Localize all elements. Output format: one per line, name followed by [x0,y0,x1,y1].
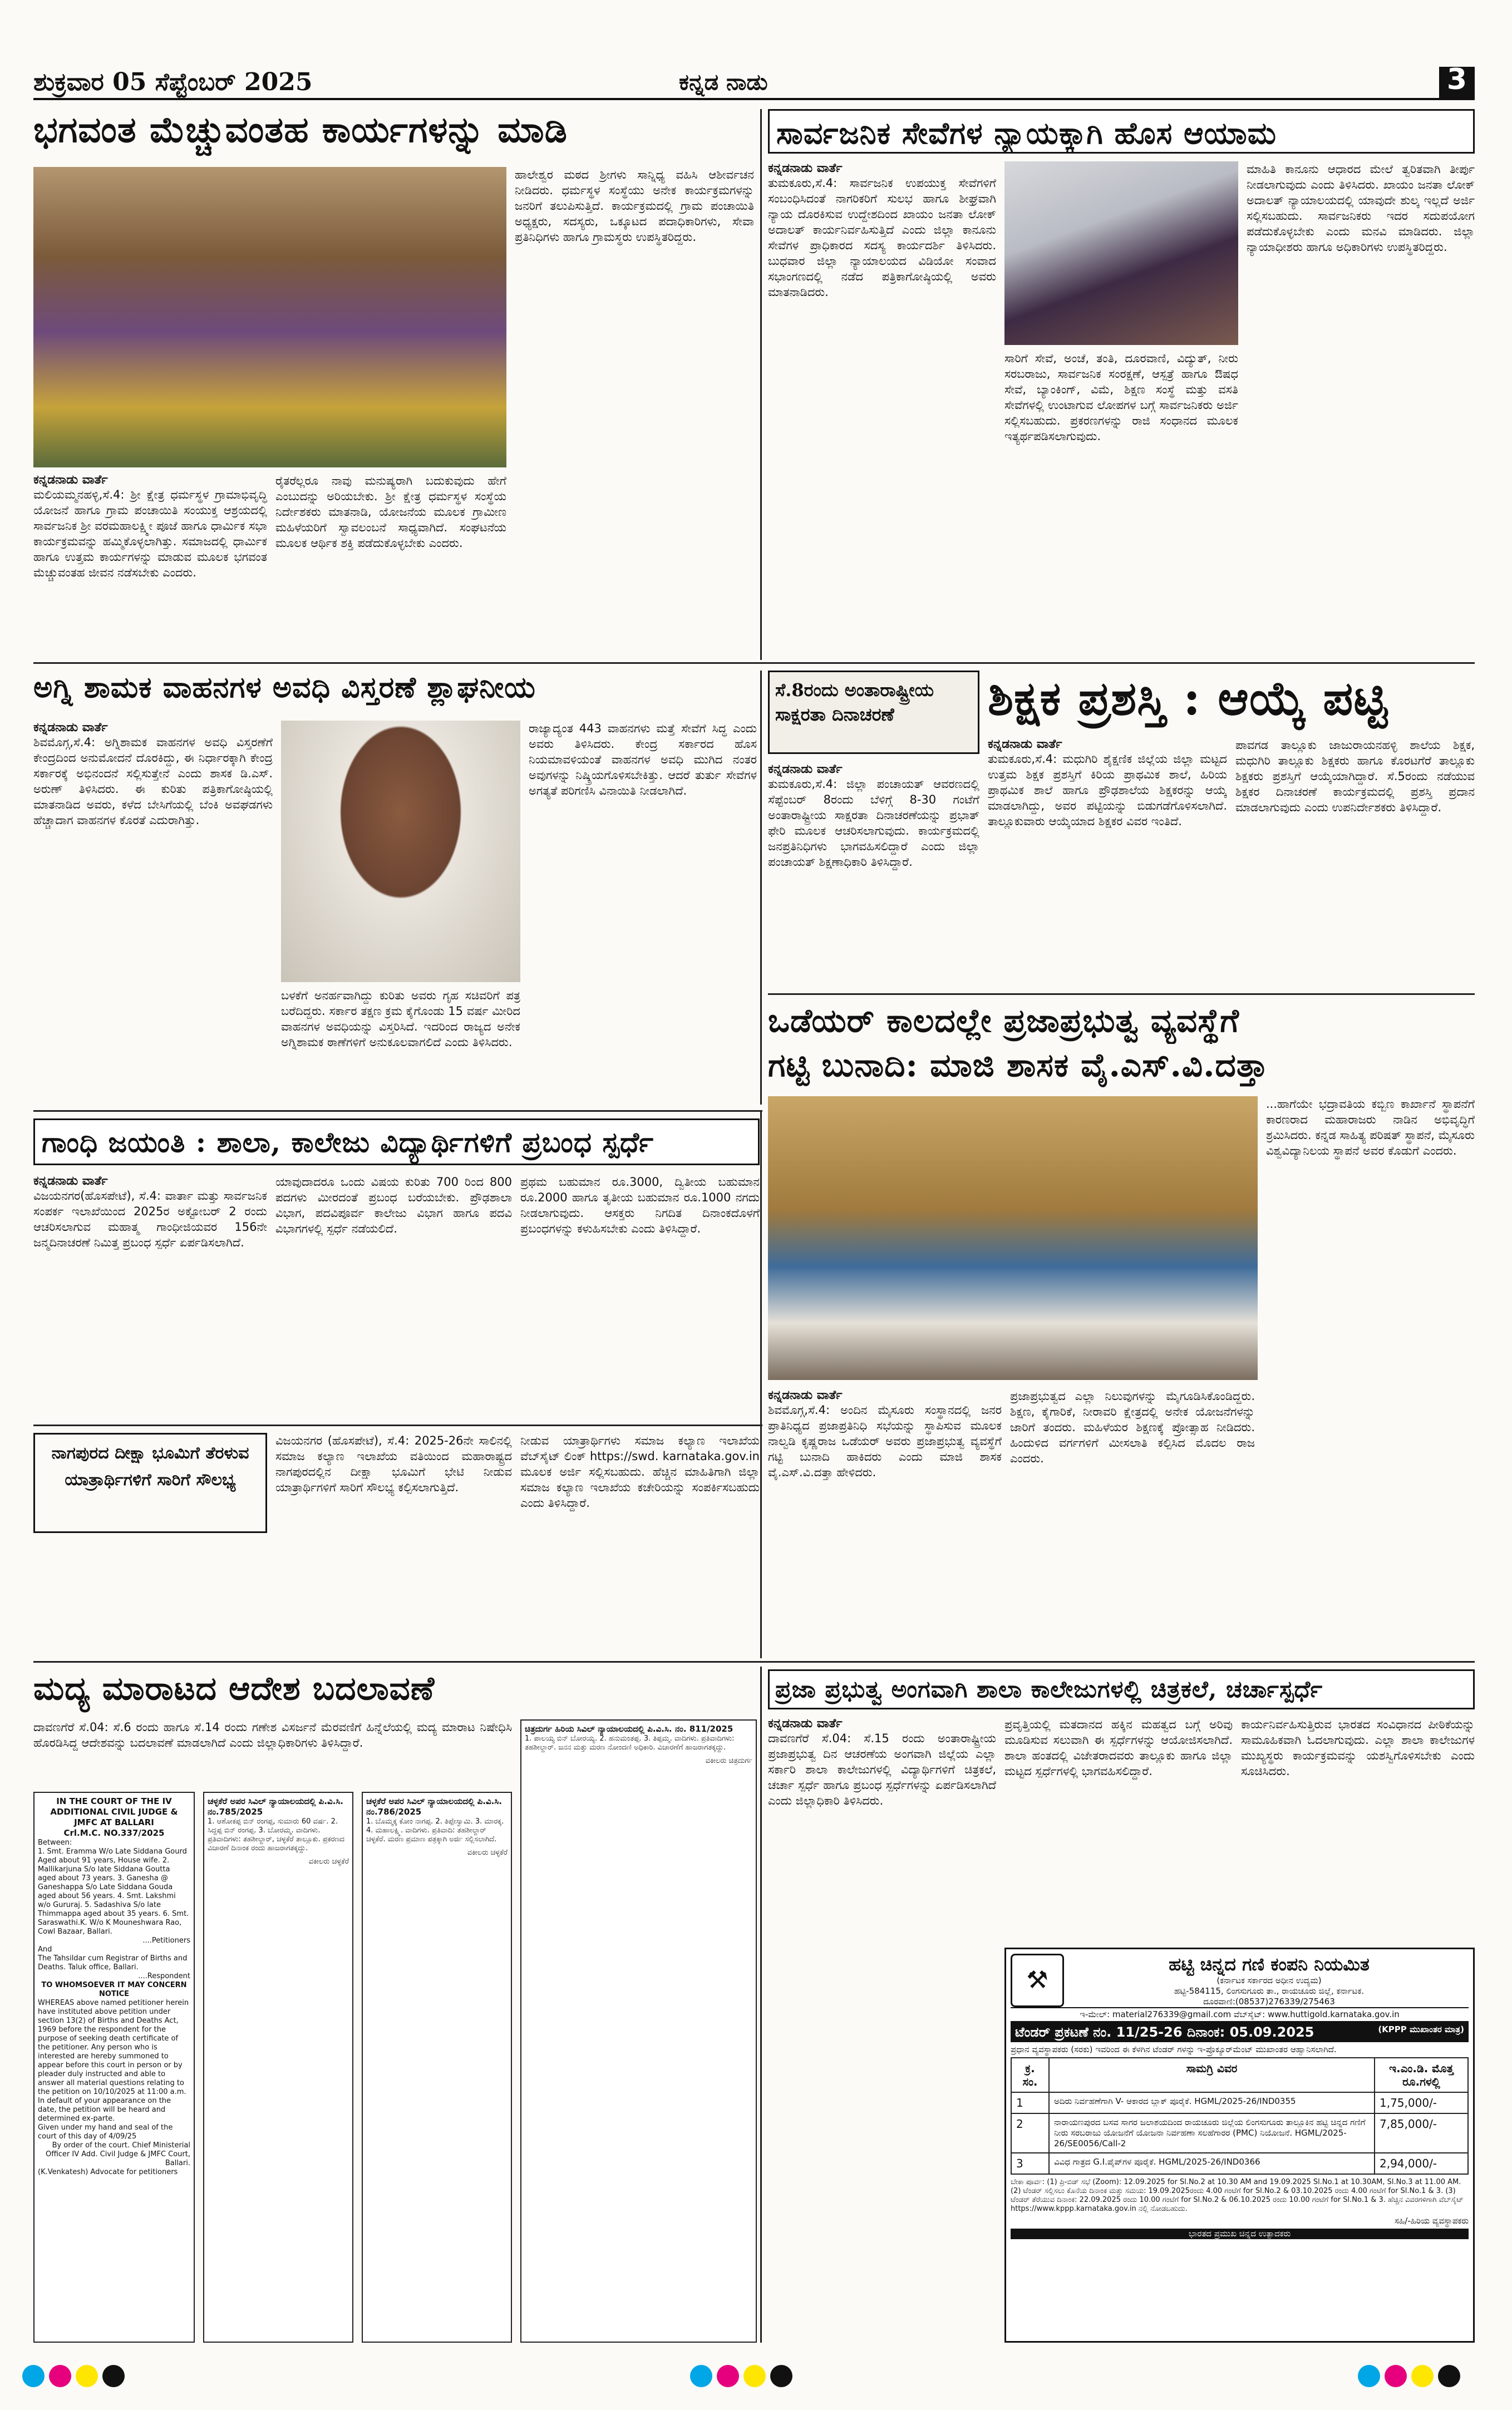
row-emd: 7,85,000/- [1375,2113,1468,2153]
notice-sign: ವಕೀಲರು ಚಳ್ಳಕೆರೆ [467,1849,508,1857]
col-emd: ಇ.ಎಂ.ಡಿ. ಮೊತ್ತ ರೂ.ಗಳಲ್ಲಿ [1375,2058,1468,2092]
a7-col2: ಯಾವುದಾದರೂ ಒಂದು ವಿಷಯ ಕುರಿತು 700 ರಿಂದ 800 ಪದಗಳು ಮೀರದಂತೆ ಪ್ರಬಂಧ ಬರೆಯಬೇಕು. ಪ್ರೌಢಶಾಲಾ ವಿಭಾಗ, ಪದವಿಪೂರ್ವ ಕಾಲೇಜು ವಿಭಾಗ ಹಾಗೂ ಪದವಿ ವಿಭಾಗಗಳಲ್ಲಿ ಸ್ಪರ್ಧೆ ನಡೆಯಲಿದೆ. [275,1175,512,1235]
a4-body: ತುಮಕೂರು,ಸೆ.4: ಜಿಲ್ಲಾ ಪಂಚಾಯತ್ ಆವರಣದಲ್ಲಿ ಸೆಪ್ಟೆಂಬರ್ 8ರಂದು ಬೆಳಿಗ್ಗೆ 8-30 ಗಂಟೆಗೆ ಅಂತಾರಾಷ್ಟ್ರೀಯ ಸಾಕ್ಷರತಾ ದಿನಾಚರಣೆಯನ್ನು ಪ್ರಭಾತ್ ಫೇರಿ ಮೂಲಕ ಆಚರಿಸಲಾಗುವುದು. ಕಾರ್ಯಕ್ರಮದಲ್ಲಿ ಜನಪ್ರತಿನಿಧಿಗಳು ಭಾಗವಹಿಸಲಿದ್ದಾರೆ ಎಂದು ಜಿಲ್ಲಾ ಪಂಚಾಯತ್ ಶಿಕ್ಷಣಾಧಿಕಾರಿ ತಿಳಿಸಿದ್ದಾರೆ. [768,777,979,869]
a3-col-rule [760,671,762,1105]
a3-portrait [281,721,520,982]
row-desc: ನಾರಾಯಣಪುರದ ಬಸವ ಸಾಗರ ಜಲಾಶಯದಿಂದ ರಾಯಚೂರು ಜಿಲ್ಲೆಯ ಲಿಂಗಸುಗೂರು ತಾಲ್ಲೂಕಿನ ಹಟ್ಟಿ ಚಿನ್ನದ ಗಣಿಗೆ ನೀರು ಸರಬರಾಜು ಯೋಜನೆಗೆ ಯೋಜನಾ ನಿರ್ವಹಣಾ ಸಲಹೆಗಾರರ (PMC) ನಿಯೋಜನೆ. HGML/2025-26/SE0056/Call-2 [1049,2113,1375,2153]
tender-kppp: (KPPP ಮುಖಾಂತರ ಮಾತ್ರ) [1378,2024,1464,2034]
color-registration-marks-left [22,2365,156,2393]
notice-sign: ವಕೀಲರು ಚಳ್ಳಕೆರೆ [308,1857,349,1866]
a2-photo [1004,161,1238,345]
court-title: IN THE COURT OF THE IV ADDITIONAL CIVIL JUDGE & JMFC AT BALLARI [50,1796,178,1827]
notice-body: 1. ಬೊಮ್ಮಕ್ಕ ಕೋಂ ನಾಗಪ್ಪ. 2. ತಿಪ್ಪೇಸ್ವಾಮಿ. 3. ಮಾರಕ್ಕ. 4. ಮಹಾಲಕ್ಷ್ಮಿ. ವಾದಿಗಳು. ಪ್ರತಿವಾದಿ: ತಹಶೀಲ್ದಾರ್ ಚಳ್ಳಕೆರೆ. ಮರಣ ಪ್ರಮಾಣ ಪತ್ರಕ್ಕಾಗಿ ಅರ್ಜಿ ಸಲ್ಲಿಸಲಾಗಿದೆ. [366,1817,504,1844]
row-emd: 1,75,000/- [1375,2092,1468,2113]
black-dot-icon [102,2365,125,2387]
a10-col2: ಪ್ರವೃತ್ತಿಯಲ್ಲಿ ಮತದಾನದ ಹಕ್ಕಿನ ಮಹತ್ವದ ಬಗ್ಗೆ ಅರಿವು ಮೂಡಿಸುವ ಸಲುವಾಗಿ ಈ ಸ್ಪರ್ಧೆಗಳನ್ನು ಆಯೋಜಿಸಲಾಗಿದೆ. ಶಾಲಾ ಹಂತದಲ್ಲಿ ವಿಜೇತರಾದವರು ತಾಲ್ಲೂಕು ಹಾಗೂ ಜಿಲ್ಲಾ ಮಟ್ಟದ ಸ್ಪರ್ಧೆಗಳಲ್ಲಿ ಭಾಗವಹಿಸಲಿದ್ದಾರೆ. [1004,1718,1233,1778]
court-notice-kn-2 [362,1792,512,2343]
court-order: By order of the court. Chief Ministerial Officer IV Add. Civil Judge & JMFC Court, Ballari. [45,2141,190,2167]
a6-col1 [768,1388,1002,1653]
a1-byline: ಕನ್ನಡನಾಡು ವಾರ್ತೆ [33,473,108,487]
notice-body: 1. ಪಾಲಯ್ಯ ಬಿನ್ ಬೋರಯ್ಯ. 2. ಹನುಮಂತಪ್ಪ. 3. ತಿಪ್ಪಮ್ಮ. ವಾದಿಗಳು. ಪ್ರತಿವಾದಿಗಳು: ತಹಶೀಲ್ದಾರ್. ಜನನ ಮತ್ತು ಮರಣ ನೋಂದಣಿ ಅಧಿಕಾರಿ. ವಿಚಾರಣೆಗೆ ಹಾಜರಾಗತಕ್ಕದ್ದು. [525,1734,735,1752]
court-role1: ....Petitioners [142,1936,190,1945]
divider-5 [33,1661,1475,1663]
color-registration-marks-center [690,2365,824,2393]
a3-headline: ಅಗ್ನಿ ಶಾಮಕ ವಾಹನಗಳ ಅವಧಿ ವಿಸ್ತರಣೆ ಶ್ಲಾಘನೀಯ [33,671,536,704]
court-notice-text: WHEREAS above named petitioner herein have instituted above petition under section 13(2) of Births and Deaths Act, 1969 before the respondent for the purpose of seeking death certificate of the petitioner. Any person who is interested are hereby summoned to appear before this court in person or by pleader duly instructed and able to answer all material questions relating to the petition on 10/10/2025 at 11:00 a.m. In default of your appearance on the date, the petition will be heard and determined ex-parte. [38,1999,189,2123]
tender-notice [1004,1948,1475,2343]
tender-company: ಹಟ್ಟಿ ಚಿನ್ನದ ಗಣಿ ಕಂಪನಿ ನಿಯಮಿತ [1169,1954,1370,1975]
a5-col2: ಪಾವಗಡ ತಾಲ್ಲೂಕು ಜಾಜುರಾಯನಹಳ್ಳಿ ಶಾಲೆಯ ಶಿಕ್ಷಕ, ಮಧುಗಿರಿ ತಾಲ್ಲೂಕು ಶಿಕ್ಷಕರು ಹಾಗೂ ಕೊರಟಗೆರೆ ತಾಲ್ಲೂಕು ಶಿಕ್ಷಕರು ಪ್ರಶಸ್ತಿಗೆ ಆಯ್ಕೆಯಾಗಿದ್ದಾರೆ. ಸೆ.5ರಂದು ನಡೆಯುವ ಶಿಕ್ಷಕರ ದಿನಾಚರಣೆ ಕಾರ್ಯಕ್ರಮದಲ್ಲಿ ಪ್ರಶಸ್ತಿ ಪ್ರದಾನ ಮಾಡಲಾಗುವುದು ಎಂದು ಉಪನಿರ್ದೇಶಕರು ತಿಳಿಸಿದ್ದಾರೆ. [1235,738,1475,814]
a3-col3: ರಾಜ್ಯಾದ್ಯಂತ 443 ವಾಹನಗಳು ಮತ್ತೆ ಸೇವೆಗೆ ಸಿದ್ಧ ಎಂದು ಅವರು ತಿಳಿಸಿದರು. ಕೇಂದ್ರ ಸರ್ಕಾರದ ಹೊಸ ನಿಯಮಾವಳಿಯಂತೆ ವಾಹನಗಳ ಅವಧಿ ಮುಗಿದ ನಂತರ ಅವುಗಳನ್ನು ನಿಷ್ಕ್ರಿಯಗೊಳಿಸಬೇಕಿತ್ತು. ಆದರೆ ತುರ್ತು ಸೇವೆಗಳ ಅಗತ್ಯತೆ ಪರಿಗಣಿಸಿ ವಿನಾಯಿತಿ ನೀಡಲಾಗಿದೆ. [529,722,757,797]
a3-col1-text: ಶಿವಮೊಗ್ಗ,ಸೆ.4: ಅಗ್ನಿಶಾಮಕ ವಾಹನಗಳ ಅವಧಿ ವಿಸ್ತರಣೆಗೆ ಕೇಂದ್ರದಿಂದ ಅನುಮೋದನೆ ದೊರಕಿದ್ದು, ಈ ನಿರ್ಧಾರಕ್ಕಾಗಿ ಕೇಂದ್ರ ಸರ್ಕಾರಕ್ಕೆ ಅಭಿನಂದನೆ ಸಲ್ಲಿಸುತ್ತೇನೆ ಎಂದು ಶಾಸಕ ಡಿ.ಎಸ್. ಅರುಣ್ ತಿಳಿಸಿದರು. ಈ ಕುರಿತು ಪತ್ರಿಕಾಗೋಷ್ಠಿಯಲ್ಲಿ ಮಾತನಾಡಿದ ಅವರು, ಕಳೆದ ಬೇಸಿಗೆಯಲ್ಲಿ ಬೆಂಕಿ ಅವಘಡಗಳು ಹೆಚ್ಚಾದಾಗ ವಾಹನಗಳ ಕೊರತೆ ಎದುರಾಗಿತ್ತು. [33,736,273,827]
table-header-row [1011,2058,1468,2092]
divider-2 [768,993,1475,995]
a1-lead: ಮಲಿಯಮ್ಮನಹಳ್ಳಿ,ಸೆ.4: ಶ್ರೀ ಕ್ಷೇತ್ರ ಧರ್ಮಸ್ಥಳ ಗ್ರಾಮಾಭಿವೃದ್ಧಿ ಯೋಜನೆ ಹಾಗೂ ಗ್ರಾಮ ಪಂಚಾಯಿತಿ ಸಂಯುಕ್ತ ಆಶ್ರಯದಲ್ಲಿ ಸಾರ್ವಜನಿಕ ಶ್ರೀ ವರಮಹಾಲಕ್ಷ್ಮೀ ಪೂಜೆ ಹಾಗೂ ಧಾರ್ಮಿಕ ಸಭಾ ಕಾರ್ಯಕ್ರಮವನ್ನು ಹಮ್ಮಿಕೊಳ್ಳಲಾಗಿತ್ತು. ಸಮಾಜದಲ್ಲಿ ಧಾರ್ಮಿಕ ಹಾಗೂ ಉತ್ತಮ ಕಾರ್ಯಗಳನ್ನು ಮಾಡುವ ಮೂಲಕ ಭಗವಂತ ಮೆಚ್ಚುವಂತಹ ಜೀವನ ನಡೆಸಬೇಕು ಎಂದರು. [33,488,267,579]
a2-col2: ಸಾರಿಗೆ ಸೇವೆ, ಅಂಚೆ, ತಂತಿ, ದೂರವಾಣಿ, ವಿದ್ಯುತ್, ನೀರು ಸರಬರಾಜು, ಸಾರ್ವಜನಿಕ ಸಂರಕ್ಷಣೆ, ಆಸ್ಪತ್ರೆ ಹಾಗೂ ಔಷಧ ಸೇವೆ, ಬ್ಯಾಂಕಿಂಗ್, ವಿಮೆ, ಶಿಕ್ಷಣ ಸಂಸ್ಥೆ ಮತ್ತು ವಸತಿ ಸೇವೆಗಳಲ್ಲಿ ಉಂಟಾಗುವ ಲೋಪಗಳ ಬಗ್ಗೆ ಸಾರ್ವಜನಿಕರು ಅರ್ಜಿ ಸಲ್ಲಿಸಬಹುದು. ಪ್ರಕರಣಗಳನ್ನು ರಾಜಿ ಸಂಧಾನದ ಮೂಲಕ ಇತ್ಯರ್ಥಪಡಿಸಲಾಗುವುದು. [1004,352,1238,443]
tender-phone: ದೂರವಾಣಿ:(08537)276339/275463 [1203,1997,1335,2007]
color-registration-marks-right [1358,2365,1491,2393]
tender-email: ಇ-ಮೇಲ್: material276339@gmail.com ವೆಬ್‌ಸೈಟ್: www.huttigold.karnataka.gov.in [1011,2007,1469,2022]
a10-col3: ಕಾರ್ಯನಿರ್ವಹಿಸುತ್ತಿರುವ ಭಾರತದ ಸಂವಿಧಾನದ ಪೀಠಿಕೆಯನ್ನು ಸಾಮೂಹಿಕವಾಗಿ ಓದಲಾಗುವುದು. ಎಲ್ಲಾ ಶಾಲಾ ಕಾಲೇಜುಗಳ ಮುಖ್ಯಸ್ಥರು ಕಾರ್ಯಕ್ರಮವನ್ನು ಯಶಸ್ವಿಗೊಳಿಸಬೇಕು ಎಂದು ಸೂಚಿಸಿದರು. [1241,1718,1475,1778]
a10-col1-text: ದಾವಣಗೆರೆ ಸೆ.04: ಸೆ.15 ರಂದು ಅಂತಾರಾಷ್ಟ್ರೀಯ ಪ್ರಜಾಪ್ರಭುತ್ವ ದಿನ ಆಚರಣೆಯ ಅಂಗವಾಗಿ ಜಿಲ್ಲೆಯ ಎಲ್ಲಾ ಸರ್ಕಾರಿ ಶಾಲಾ ಕಾಲೇಜುಗಳಲ್ಲಿ ವಿದ್ಯಾರ್ಥಿಗಳಿಗೆ ಚಿತ್ರಕಲೆ, ಚರ್ಚಾ ಸ್ಪರ್ಧೆ ಹಾಗೂ ಪ್ರಬಂಧ ಸ್ಪರ್ಧೆಗಳನ್ನು ಏರ್ಪಡಿಸಲಾಗಿದೆ ಎಂದು ಜಿಲ್ಲಾಧಿಕಾರಿ ತಿಳಿಸಿದರು. [768,1732,996,1807]
court-role2: ....Respondent [138,1972,190,1980]
magenta-dot-icon [49,2365,71,2387]
a9-col-rule [760,1667,762,2343]
magenta-dot-icon [1385,2365,1407,2387]
a2-headline: ಸಾರ್ವಜನಿಕ ಸೇವೆಗಳ ನ್ಯಾಯಕ್ಕಾಗಿ ಹೊಸ ಆಯಾಮ [768,109,1475,154]
tender-header [1011,1954,1469,2007]
issue-date: ಶುಕ್ರವಾರ 05 ಸೆಪ್ಟೆಂಬರ್ 2025 [33,68,313,96]
company-logo-icon: ⚒ [1011,1954,1064,2007]
tender-tagline: ಭಾರತದ ಪ್ರಮುಖ ಚಿನ್ನದ ಉತ್ಪಾದಕರು [1011,2229,1469,2239]
a10-byline: ಕನ್ನಡನಾಡು ವಾರ್ತೆ [768,1717,843,1731]
court-case: Crl.M.C. NO.337/2025 [63,1828,165,1838]
a8-kicker-box [33,1433,267,1533]
magenta-dot-icon [717,2365,739,2387]
a7-headline: ಗಾಂಧಿ ಜಯಂತಿ : ಶಾಲಾ, ಕಾಲೇಜು ವಿದ್ಯಾರ್ಥಿಗಳಿಗೆ ಪ್ರಬಂಧ ಸ್ಪರ್ಧೆ [33,1118,760,1165]
page-number: 3 [1439,67,1475,99]
court-notice [33,1792,195,2343]
a3-col2: ಬಳಕೆಗೆ ಅನರ್ಹವಾಗಿದ್ದು ಕುರಿತು ಅವರು ಗೃಹ ಸಚಿವರಿಗೆ ಪತ್ರ ಬರೆದಿದ್ದರು. ಸರ್ಕಾರ ತಕ್ಷಣ ಕ್ರಮ ಕೈಗೊಂಡು 15 ವರ್ಷ ಮೀರಿದ ವಾಹನಗಳ ಅವಧಿಯನ್ನು ವಿಸ್ತರಿಸಿದೆ. ಇದರಿಂದ ರಾಜ್ಯದ ಅನೇಕ ಅಗ್ನಿಶಾಮಕ ಠಾಣೆಗಳಿಗೆ ಅನುಕೂಲವಾಗಲಿದೆ ಎಂದು ತಿಳಿಸಿದರು. [281,989,520,1049]
a5-col1-text: ತುಮಕೂರು,ಸೆ.4: ಮಧುಗಿರಿ ಶೈಕ್ಷಣಿಕ ಜಿಲ್ಲೆಯ ಜಿಲ್ಲಾ ಮಟ್ಟದ ಉತ್ತಮ ಶಿಕ್ಷಕ ಪ್ರಶಸ್ತಿಗೆ ಕಿರಿಯ ಪ್ರಾಥಮಿಕ ಶಾಲೆ, ಹಿರಿಯ ಪ್ರಾಥಮಿಕ ಶಾಲೆ ಹಾಗೂ ಪ್ರೌಢಶಾಲೆಯ ಶಿಕ್ಷಕರನ್ನು ಆಯ್ಕೆ ಮಾಡಲಾಗಿದ್ದು, ಅವರ ಪಟ್ಟಿಯನ್ನು ಬಿಡುಗಡೆಗೊಳಿಸಲಾಗಿದೆ. ತಾಲ್ಲೂಕುವಾರು ಆಯ್ಕೆಯಾದ ಶಿಕ್ಷಕರ ವಿವರ ಇಂತಿದೆ. [988,752,1227,828]
a6-side: ...ಹಾಗೆಯೇ ಭದ್ರಾವತಿಯ ಕಬ್ಬಿಣ ಕಾರ್ಖಾನೆ ಸ್ಥಾಪನೆಗೆ ಕಾರಣರಾದ ಮಹಾರಾಜರು ನಾಡಿನ ಅಭಿವೃದ್ಧಿಗೆ ಶ್ರಮಿಸಿದರು. ಕನ್ನಡ ಸಾಹಿತ್ಯ ಪರಿಷತ್ ಸ್ಥಾಪನೆ, ಮೈಸೂರು ವಿಶ್ವವಿದ್ಯಾನಿಲಯ ಸ್ಥಾಪನೆ ಅವರ ಕೊಡುಗೆ ಎಂದರು. [1266,1097,1475,1157]
a5-byline: ಕನ್ನಡನಾಡು ವಾರ್ತೆ [988,737,1062,751]
a2-col1-text: ತುಮಕೂರು,ಸೆ.4: ಸಾರ್ವಜನಿಕ ಉಪಯುಕ್ತ ಸೇವೆಗಳಿಗೆ ಸಂಬಂಧಿಸಿದಂತೆ ನಾಗರಿಕರಿಗೆ ಸುಲಭ ಹಾಗೂ ಶೀಘ್ರವಾಗಿ ನ್ಯಾಯ ದೊರಕಿಸುವ ಉದ್ದೇಶದಿಂದ ಖಾಯಂ ಜನತಾ ಲೋಕ್ ಅದಾಲತ್ ಕಾರ್ಯನಿರ್ವಹಿಸುತ್ತಿದೆ ಎಂದು ಜಿಲ್ಲಾ ಕಾನೂನು ಸೇವೆಗಳ ಪ್ರಾಧಿಕಾರದ ಸದಸ್ಯ ಕಾರ್ಯದರ್ಶಿ ತಿಳಿಸಿದರು. ಬುಧವಾರ ಜಿಲ್ಲಾ ನ್ಯಾಯಾಲಯದ ವಿಡಿಯೋ ಸಂವಾದ ಸಭಾಂಗಣದಲ್ಲಿ ನಡೆದ ಪತ್ರಿಕಾಗೋಷ್ಠಿಯಲ್ಲಿ ಅವರು ಮಾತನಾಡಿದರು. [768,176,996,299]
a3-col1 [33,721,273,1105]
paper-name: ಕನ್ನಡ ನಾಡು [679,69,768,95]
tender-footer: ಬೇಕಾ ಪೂರ್ವ: (1) ಪ್ರಿ-ಬಿಡ್ ಸಭೆ (Zoom): 12.09.2025 for Sl.No.2 at 10.30 AM and 19.09.2025 Sl.No.1 at 10.30AM, Sl.No.3 at 11.00 AM. (2) ಟೆಂಡರ್ ಸಲ್ಲಿಸಲು ಕೊನೆಯ ದಿನಾಂಕ ಮತ್ತು ಸಮಯ: 19.09.2025ರಂದು 4.00 ಗಂಟೆಗೆ for Sl.No.2 & 03.10.2025 ರಂದು 4.00 ಗಂಟೆಗೆ for Sl.No.1 & 3. (3) ಟೆಂಡರ್ ತೆರೆಯುವ ದಿನಾಂಕ: 22.09.2025 ರಂದು 10.00 ಗಂಟೆಗೆ for Sl.No.2 & 06.10.2025 ರಂದು 10.00 ಗಂಟೆಗೆ for Sl.No.1 & 3. ಹೆಚ್ಚಿನ ವಿವರಗಳಿಗಾಗಿ ವೆಬ್‌ಸೈಟ್ https://www.kppp.karnataka.gov.in ನಲ್ಲಿ ನೋಡಬಹುದು. [1011,2178,1464,2213]
row-no: 2 [1011,2113,1049,2153]
a7-col1 [33,1174,267,1419]
a3-byline: ಕನ್ನಡನಾಡು ವಾರ್ತೆ [33,721,108,735]
notice-head: ಚಿತ್ರದುರ್ಗ ಹಿರಿಯ ಸಿವಿಲ್ ನ್ಯಾಯಾಲಯದಲ್ಲಿ ಪಿ.ವಿ.ಸಿ. ನಂ. 811/2025 [525,1724,733,1734]
row-desc: ವಿವಿಧ ಗಾತ್ರದ G.I.ಪೈಪ್‌ಗಳ ಪೂರೈಕೆ. HGML/2025-26/IND0366 [1049,2153,1375,2174]
a2-col3: ಮಾಹಿತಿ ಕಾನೂನು ಆಧಾರದ ಮೇಲೆ ತ್ವರಿತವಾಗಿ ತೀರ್ಪು ನೀಡಲಾಗುವುದು ಎಂದು ತಿಳಿಸಿದರು. ಖಾಯಂ ಜನತಾ ಲೋಕ್ ಅದಾಲತ್ ನ್ಯಾಯಾಲಯದಲ್ಲಿ ಯಾವುದೇ ಶುಲ್ಕ ಇಲ್ಲದೆ ಅರ್ಜಿ ಸಲ್ಲಿಸಬಹುದು. ಸಾರ್ವಜನಿಕರು ಇದರ ಸದುಪಯೋಗ ಪಡೆದುಕೊಳ್ಳಬೇಕು ಎಂದು ಮನವಿ ಮಾಡಿದರು. ಜಿಲ್ಲಾ ನ್ಯಾಯಾಧೀಶರು ಹಾಗೂ ಅಧಿಕಾರಿಗಳು ಉಪಸ್ಥಿತರಿದ್ದರು. [1247,162,1475,254]
yellow-dot-icon [76,2365,98,2387]
court-notice-kn-1 [203,1792,353,2343]
tender-sign: ಸಹಿ/-ಹಿರಿಯ ವ್ಯವಸ್ಥಾಪಕರು [1395,2216,1469,2226]
masthead [33,67,1475,100]
row-no: 1 [1011,2092,1049,2113]
a6-photo [768,1096,1258,1380]
court-parties: 1. Smt. Eramma W/o Late Siddana Gourd Aged about 91 years, House wife. 2. Mallikarjuna S/o late Siddana Goutta aged about 73 years. 3. Ganesha @ Ganeshappa S/o Late Siddana Gouda aged about 56 years. 4. Smt. Lakshmi w/o Gururaj. 5. Sadashiva S/o late Thimmappa aged about 35 years. 6. Smt. Saraswathi.K. W/o K Mouneshwara Rao, Cowl Bazaar, Ballari. [38,1847,189,1936]
yellow-dot-icon [1411,2365,1434,2387]
a1-col3: ಹಾಲೇಶ್ವರ ಮಠದ ಶ್ರೀಗಳು ಸಾನ್ನಿಧ್ಯ ವಹಿಸಿ ಆಶೀರ್ವಚನ ನೀಡಿದರು. ಧರ್ಮಸ್ಥಳ ಸಂಸ್ಥೆಯು ಅನೇಕ ಕಾರ್ಯಕ್ರಮಗಳನ್ನು ಜನರಿಗೆ ತಲುಪಿಸುತ್ತಿದೆ. ಕಾರ್ಯಕ್ರಮದಲ್ಲಿ ಗ್ರಾಮ ಪಂಚಾಯಿತಿ ಅಧ್ಯಕ್ಷರು, ಸದಸ್ಯರು, ಒಕ್ಕೂಟದ ಪದಾಧಿಕಾರಿಗಳು, ಸೇವಾ ಪ್ರತಿನಿಧಿಗಳು ಹಾಗೂ ಗ್ರಾಮಸ್ಥರು ಉಪಸ್ಥಿತರಿದ್ದರು. [515,168,754,244]
a8-col-rule [760,1110,762,1658]
tender-table [1011,2057,1469,2175]
table-row [1011,2153,1468,2174]
a5-headline: ಶಿಕ್ಷಕ ಪ್ರಶಸ್ತಿ : ಆಯ್ಕೆ ಪಟ್ಟಿ [988,671,1388,726]
yellow-dot-icon [743,2365,766,2387]
divider-1 [33,662,1475,664]
a6-col2: ಪ್ರಜಾಪ್ರಭುತ್ವದ ಎಲ್ಲಾ ನಿಲುವುಗಳನ್ನು ಮೈಗೂಡಿಸಿಕೊಂಡಿದ್ದರು. ಶಿಕ್ಷಣ, ಕೈಗಾರಿಕೆ, ನೀರಾವರಿ ಕ್ಷೇತ್ರದಲ್ಲಿ ಅನೇಕ ಯೋಜನೆಗಳನ್ನು ಜಾರಿಗೆ ತಂದರು. ಮಹಿಳೆಯರ ಶಿಕ್ಷಣಕ್ಕೆ ಪ್ರೋತ್ಸಾಹ ನೀಡಿದರು. ಹಿಂದುಳಿದ ವರ್ಗಗಳಿಗೆ ಮೀಸಲಾತಿ ಕಲ್ಪಿಸಿದ ಮೊದಲ ರಾಜ ಎಂದರು. [1010,1389,1255,1465]
a6-headline-2: ಗಟ್ಟಿ ಬುನಾದಿ: ಮಾಜಿ ಶಾಸಕ ವೈ.ಎಸ್.ವಿ.ದತ್ತಾ [768,1046,1268,1084]
tender-intro: ಪ್ರಧಾನ ವ್ಯವಸ್ಥಾಪಕರು (ಸರಕು) ಇವರಿಂದ ಈ ಕೆಳಗಿನ ಟೆಂಡರ್ ಗಳನ್ನು ಇ-ಪ್ರೊಕ್ಯೂರ್‌ಮೆಂಟ್ ಮುಖಾಂತರ ಆಹ್ವಾನಿಸಲಾಗಿದೆ. [1011,2044,1337,2054]
a8-col2: ನೀಡುವ ಯಾತ್ರಾರ್ಥಿಗಳು ಸಮಾಜ ಕಲ್ಯಾಣ ಇಲಾಖೆಯ ವೆಬ್‌ಸೈಟ್ ಲಿಂಕ್ https://swd. karnataka.gov.in ಮೂಲಕ ಅರ್ಜಿ ಸಲ್ಲಿಸಬಹುದು. ಹೆಚ್ಚಿನ ಮಾಹಿತಿಗಾಗಿ ಜಿಲ್ಲಾ ಸಮಾಜ ಕಲ್ಯಾಣ ಇಲಾಖೆಯ ಕಚೇರಿಯನ್ನು ಸಂಪರ್ಕಿಸಬಹುದು ಎಂದು ತಿಳಿಸಿದ್ದಾರೆ. [520,1434,760,1510]
a7-col3: ಪ್ರಥಮ ಬಹುಮಾನ ರೂ.3000, ದ್ವಿತೀಯ ಬಹುಮಾನ ರೂ.2000 ಹಾಗೂ ತೃತೀಯ ಬಹುಮಾನ ರೂ.1000 ನಗದು ನೀಡಲಾಗುವುದು. ಆಸಕ್ತರು ನಿಗದಿತ ದಿನಾಂಕದೊಳಗೆ ಪ್ರಬಂಧಗಳನ್ನು ಕಳುಹಿಸಬೇಕು ಎಂದು ತಿಳಿಸಿದ್ದಾರೆ. [520,1175,760,1235]
tender-address: ಹಟ್ಟಿ-584115, ಲಿಂಗಸುಗೂರು ತಾ., ರಾಯಚೂರು ಜಿಲ್ಲೆ, ಕರ್ನಾಟಕ. [1174,1986,1364,1996]
cyan-dot-icon [690,2365,712,2387]
court-advocate: (K.Venkatesh) Advocate for petitioners [38,2168,178,2176]
a9-body: ದಾವಣಗೆರೆ ಸೆ.04: ಸೆ.6 ರಂದು ಹಾಗೂ ಸೆ.14 ರಂದು ಗಣೇಶ ವಿಸರ್ಜನೆ ಮೆರವಣಿಗೆ ಹಿನ್ನೆಲೆಯಲ್ಲಿ ಮದ್ಯ ಮಾರಾಟ ನಿಷೇಧಿಸಿ ಹೊರಡಿಸಿದ್ದ ಆದೇಶವನ್ನು ಬದಲಾವಣೆ ಮಾಡಲಾಗಿದೆ ಎಂದು ಜಿಲ್ಲಾಧಿಕಾರಿಗಳು ತಿಳಿಸಿದ್ದಾರೆ. [33,1721,512,1749]
tender-sub: (ಕರ್ನಾಟಕ ಸರ್ಕಾರದ ಅಧೀನ ಉದ್ಯಮ) [1217,1975,1322,1985]
a4-kicker-box [768,671,979,754]
row-desc: ಅದಿರು ನಿರ್ವಹಣೆಗಾಗಿ V- ಆಕಾರದ ಬ್ಲಾಕ್ ಪೂರೈಕೆ. HGML/2025-26/IND0355 [1049,2092,1375,2113]
court-resp: The Tahsildar cum Registrar of Births and Deaths. Taluk office, Ballari. [38,1954,188,1972]
tender-no-bar [1011,2022,1469,2042]
notice-sign: ವಕೀಲರು ಚಿತ್ರದುರ್ಗ [705,1757,752,1765]
court-and: And [38,1945,52,1954]
a7-byline: ಕನ್ನಡನಾಡು ವಾರ್ತೆ [33,1174,108,1188]
row-no: 3 [1011,2153,1049,2174]
a6-byline: ಕನ್ನಡನಾಡು ವಾರ್ತೆ [768,1388,843,1402]
a6-headline-1: ಒಡೆಯರ್ ಕಾಲದಲ್ಲೇ ಪ್ರಜಾಪ್ರಭುತ್ವ ವ್ಯವಸ್ಥೆಗೆ [768,1002,1239,1039]
table-row [1011,2113,1468,2153]
court-given: Given under my hand and seal of the court of this day of 4/09/25 [38,2123,173,2141]
a6-col1-text: ಶಿವಮೊಗ್ಗ,ಸೆ.4: ಅಂದಿನ ಮೈಸೂರು ಸಂಸ್ಥಾನದಲ್ಲಿ ಜನರ ಪ್ರಾತಿನಿಧ್ಯದ ಪ್ರಜಾಪ್ರತಿನಿಧಿ ಸಭೆಯನ್ನು ಸ್ಥಾಪಿಸುವ ಮೂಲಕ ನಾಲ್ವಡಿ ಕೃಷ್ಣರಾಜ ಒಡೆಯರ್ ಅವರು ಪ್ರಜಾಪ್ರಭುತ್ವ ವ್ಯವಸ್ಥೆಗೆ ಗಟ್ಟಿ ಬುನಾದಿ ಹಾಕಿದರು ಎಂದು ಮಾಜಿ ಶಾಸಕ ವೈ.ಎಸ್.ವಿ.ದತ್ತಾ ಹೇಳಿದರು. [768,1403,1002,1479]
a7-col1-text: ವಿಜಯನಗರ(ಹೊಸಪೇಟೆ), ಸೆ.4: ವಾರ್ತಾ ಮತ್ತು ಸಾರ್ವಜನಿಕ ಸಂಪರ್ಕ ಇಲಾಖೆಯಿಂದ 2025ರ ಅಕ್ಟೋಬರ್ 2 ರಂದು ಆಚರಿಸಲಾಗುವ ಮಹಾತ್ಮ ಗಾಂಧೀಜಿಯವರ 156ನೇ ಜನ್ಮದಿನಾಚರಣೆ ನಿಮಿತ್ತ ಪ್ರಬಂಧ ಸ್ಪರ್ಧೆ ಏರ್ಪಡಿಸಲಾಗಿದೆ. [33,1189,267,1249]
a4-kicker: ಸೆ.8ರಂದು ಅಂತಾರಾಷ್ಟ್ರೀಯ ಸಾಕ್ಷರತಾ ದಿನಾಚರಣೆ [775,679,934,725]
cyan-dot-icon [1358,2365,1380,2387]
divider-3 [33,1110,762,1112]
black-dot-icon [1438,2365,1460,2387]
divider-4 [33,1425,762,1426]
a2-byline: ಕನ್ನಡನಾಡು ವಾರ್ತೆ [768,161,843,175]
a8-col1: ವಿಜಯನಗರ (ಹೊಸಪೇಟೆ), ಸೆ.4: 2025-26ನೇ ಸಾಲಿನಲ್ಲಿ ಸಮಾಜ ಕಲ್ಯಾಣ ಇಲಾಖೆಯ ವತಿಯಿಂದ ಮಹಾರಾಷ್ಟ್ರದ ನಾಗಪುರದಲ್ಲಿನ ದೀಕ್ಷಾ ಭೂಮಿಗೆ ಭೇಟಿ ನೀಡುವ ಯಾತ್ರಾರ್ಥಿಗಳಿಗೆ ಸಾರಿಗೆ ಸೌಲಭ್ಯ ಕಲ್ಪಿಸಲಾಗುತ್ತಿದೆ. [275,1434,512,1494]
black-dot-icon [770,2365,792,2387]
a1-col-rule [760,109,762,660]
court-between: Between: [38,1839,72,1847]
a1-col1 [33,473,267,657]
col-no: ಕ್ರ. ಸಂ. [1011,2058,1049,2092]
a10-col1 [768,1717,996,2343]
a4-col [768,762,979,985]
tender-number: ಟೆಂಡರ್ ಪ್ರಕಟಣೆ ನಂ. 11/25-26 ದಿನಾಂಕ: 05.09.2025 [1015,2024,1314,2040]
a1-photo [33,167,506,467]
a10-headline: ಪ್ರಜಾ ಪ್ರಭುತ್ವ ಅಂಗವಾಗಿ ಶಾಲಾ ಕಾಲೇಜುಗಳಲ್ಲಿ ಚಿತ್ರಕಲೆ, ಚರ್ಚಾಸ್ಪರ್ಧೆ [768,1669,1475,1709]
col-desc: ಸಾಮಗ್ರಿ ವಿವರ [1049,2058,1375,2092]
a2-col1 [768,161,996,651]
court-notice-head: TO WHOMSOEVER IT MAY CONCERN NOTICE [41,1981,187,1998]
cyan-dot-icon [22,2365,45,2387]
a5-col1 [988,737,1227,988]
row-emd: 2,94,000/- [1375,2153,1468,2174]
a8-kicker: ನಾಗಪುರದ ದೀಕ್ಷಾ ಭೂಮಿಗೆ ತೆರಳುವ ಯಾತ್ರಾರ್ಥಿಗಳಿಗೆ ಸಾರಿಗೆ ಸೌಲಭ್ಯ [51,1443,249,1490]
a1-col2: ರೈತರೆಲ್ಲರೂ ನಾವು ಮನುಷ್ಯರಾಗಿ ಬದುಕುವುದು ಹೇಗೆ ಎಂಬುದನ್ನು ಅರಿಯಬೇಕು. ಶ್ರೀ ಕ್ಷೇತ್ರ ಧರ್ಮಸ್ಥಳ ಸಂಸ್ಥೆಯ ನಿರ್ದೇಶಕರು ಮಾತನಾಡಿ, ಯೋಜನೆಯ ಮೂಲಕ ಗ್ರಾಮೀಣ ಮಹಿಳೆಯರಿಗೆ ಸ್ವಾವಲಂಬನೆ ಸಾಧ್ಯವಾಗಿದೆ. ಸಂಘಟನೆಯ ಮೂಲಕ ಆರ್ಥಿಕ ಶಕ್ತಿ ಪಡೆದುಕೊಳ್ಳಬೇಕು ಎಂದರು. [275,474,506,550]
notice-body: 1. ಆಶೋಕಪ್ಪ ಬಿನ್ ರಂಗಪ್ಪ, ಸುಮಾರು 60 ವರ್ಷ. 2. ಸಿದ್ದಪ್ಪ ಬಿನ್ ರಂಗಪ್ಪ. 3. ಬೋರಮ್ಮ. ವಾದಿಗಳು. ಪ್ರತಿವಾದಿಗಳು: ತಹಶೀಲ್ದಾರ್, ಚಳ್ಳಕೆರೆ ತಾಲ್ಲೂಕು. ಪ್ರಕರಣದ ವಿಚಾರಣೆ ದಿನಾಂಕ ರಂದು ಹಾಜರಾಗತಕ್ಕದ್ದು. [208,1817,345,1852]
notice-head: ಚಳ್ಳಕೆರೆ ಅಪರ ಸಿವಿಲ್ ನ್ಯಾಯಾಲಯದಲ್ಲಿ ಪಿ.ವಿ.ಸಿ. ನಂ.785/2025 [208,1796,343,1817]
court-notice-kn-3 [520,1719,757,2343]
notice-head: ಚಳ್ಳಕೆರೆ ಅಪರ ಸಿವಿಲ್ ನ್ಯಾಯಾಲಯದಲ್ಲಿ ಪಿ.ವಿ.ಸಿ. ನಂ.786/2025 [366,1796,502,1817]
table-row [1011,2092,1468,2113]
a4-byline: ಕನ್ನಡನಾಡು ವಾರ್ತೆ [768,762,843,776]
a1-headline: ಭಗವಂತ ಮೆಚ್ಚುವಂತಹ ಕಾರ್ಯಗಳನ್ನು ಮಾಡಿ [33,109,568,151]
a9-headline: ಮದ್ಯ ಮಾರಾಟದ ಆದೇಶ ಬದಲಾವಣೆ [33,1669,435,1707]
